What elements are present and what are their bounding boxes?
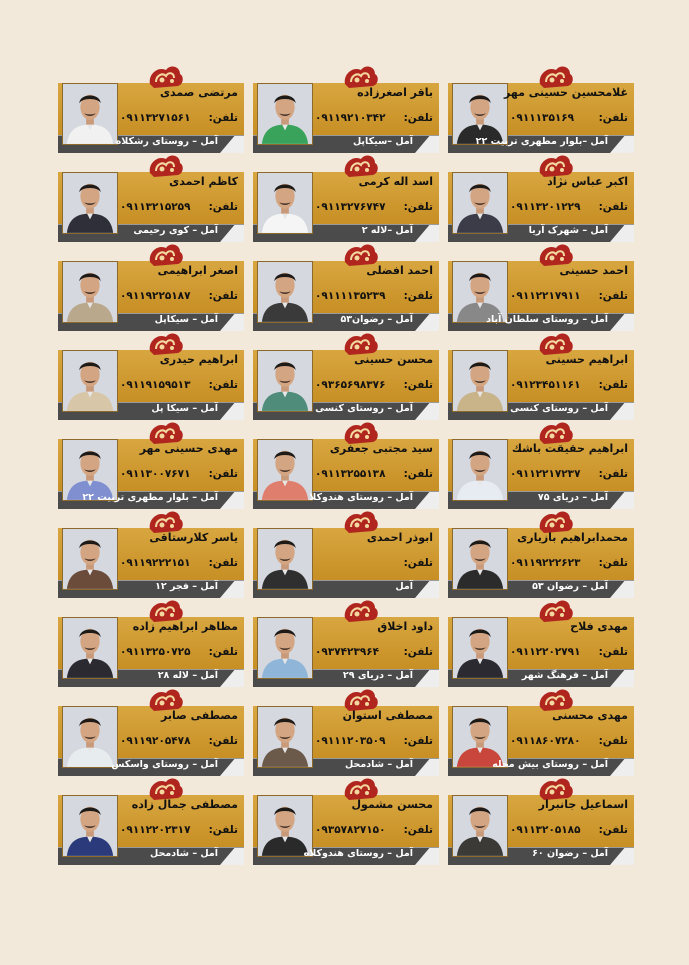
- phone-number: ۰۹۱۱۹۲۲۵۱۸۷: [120, 290, 191, 302]
- phone-number: ۰۹۱۱۱۳۵۱۶۹: [510, 112, 575, 124]
- phone-number: ۰۹۱۱۹۲۲۲۶۲۳: [510, 557, 581, 569]
- contact-card: [448, 238, 634, 326]
- phone-number: ۰۹۱۱۳۰۰۷۶۷۱: [120, 468, 191, 480]
- phone-label: تلفن:: [598, 646, 628, 658]
- phone-number: ۰۹۱۲۳۴۵۱۱۶۱: [510, 379, 581, 391]
- address-text: آمل – روستای کنسی: [510, 403, 608, 414]
- person-name: غلامحسین حسینی مهر: [504, 86, 628, 99]
- phone-label: تلفن:: [403, 468, 433, 480]
- person-name: کاظم احمدی: [169, 175, 238, 188]
- phone-label: تلفن:: [598, 379, 628, 391]
- phone-number: ۰۹۱۱۳۲۷۶۷۴۷: [315, 201, 386, 213]
- address-text: آمل – کوی رحیمی: [133, 225, 218, 236]
- address-text: آمل – بلوار مطهری تربیت ۲۲: [82, 492, 218, 503]
- person-name: ابراهیم حقیقت باشك: [511, 442, 628, 455]
- contact-card: [448, 772, 634, 860]
- contact-card: [253, 772, 439, 860]
- phone-number: ۰۹۱۱۳۲۷۱۵۶۱: [120, 112, 191, 124]
- address-text: آمل – روستای واسکس: [111, 759, 218, 770]
- person-name: اکبر عباس نژاد: [547, 175, 628, 188]
- person-name: مظاهر ابراهیم زاده: [132, 620, 238, 633]
- contact-card: [448, 683, 634, 771]
- address-text: آمل –بلوار مطهری تربیت ۲۲: [475, 136, 608, 147]
- contact-card: [58, 683, 244, 771]
- phone-label: تلفن:: [403, 290, 433, 302]
- phone-label: تلفن:: [598, 290, 628, 302]
- address-text: آمل – شادمحل: [345, 759, 413, 770]
- phone-label: تلفن:: [598, 557, 628, 569]
- phone-number: ۰۹۳۷۴۲۳۹۶۴: [315, 646, 380, 658]
- address-text: آمل – فجر ۱۲: [155, 581, 218, 592]
- address-text: آمل – روستای هندوکلاه: [303, 848, 413, 859]
- address-text: آمل – فرهنگ شهر: [521, 670, 608, 681]
- phone-label: تلفن:: [208, 557, 238, 569]
- address-text: آمل – دریای ۲۹: [342, 670, 413, 681]
- phone-number: ۰۹۳۵۷۸۲۷۱۵۰: [315, 824, 386, 836]
- phone-label: تلفن:: [598, 735, 628, 747]
- person-name: یاسر کلارستاقی: [149, 531, 238, 544]
- phone-number: ۰۹۱۱۲۲۰۲۷۹۱: [510, 646, 581, 658]
- address-text: آمل – سیکاپل: [154, 314, 218, 325]
- phone-label: تلفن:: [208, 824, 238, 836]
- person-name: محسن مشمول: [351, 798, 433, 811]
- phone-label: تلفن:: [208, 468, 238, 480]
- address-text: آمل – دریای ۷۵: [537, 492, 608, 503]
- contact-card: [58, 505, 244, 593]
- contact-card: [58, 327, 244, 415]
- contact-card: [58, 60, 244, 148]
- person-name: مهدی محسنی: [552, 709, 628, 722]
- contact-card: [448, 149, 634, 237]
- contact-card: [253, 416, 439, 504]
- contact-card: [58, 149, 244, 237]
- contact-card: [253, 238, 439, 326]
- contact-card: [448, 416, 634, 504]
- address-text: آمل – روستای کنسی: [315, 403, 413, 414]
- phone-label: تلفن:: [403, 557, 433, 569]
- phone-label: تلفن:: [403, 379, 433, 391]
- contact-card: [253, 149, 439, 237]
- person-name: احمد حسینی: [559, 264, 628, 277]
- address-text: آمل – شادمحل: [150, 848, 218, 859]
- phone-number: ۰۹۱۱۹۲۱۰۳۴۲: [315, 112, 386, 124]
- address-text: آمل – سیکا پل: [151, 403, 218, 414]
- address-text: آمل – رضوان۵۳: [340, 314, 413, 325]
- contact-card: [253, 327, 439, 415]
- phone-label: تلفن:: [403, 824, 433, 836]
- address-text: آمل – روستای رشکلاه: [115, 136, 218, 147]
- phone-label: تلفن:: [598, 468, 628, 480]
- address-text: آمل –لاله ۲: [361, 225, 413, 236]
- person-name: مصطفی استوان: [342, 709, 433, 722]
- phone-label: تلفن:: [208, 201, 238, 213]
- phone-number: ۰۹۱۱۲۲۱۷۲۳۷: [510, 468, 581, 480]
- person-name: مصطفی جمال زاده: [131, 798, 238, 811]
- contact-card: [448, 505, 634, 593]
- contact-grid: [58, 60, 634, 860]
- address-text: آمل –سیکاپل: [352, 136, 413, 147]
- phone-label: تلفن:: [208, 379, 238, 391]
- contact-card: [58, 416, 244, 504]
- phone-number: ۰۹۱۱۹۱۵۹۵۱۳: [120, 379, 191, 391]
- phone-number: ۰۹۱۱۹۲۰۵۴۷۸: [120, 735, 191, 747]
- phone-number: ۰۹۱۱۳۲۰۱۲۲۹: [510, 201, 581, 213]
- contact-card: [448, 60, 634, 148]
- person-name: ابراهیم حیدری: [159, 353, 238, 366]
- person-name: مرتضی صمدی: [159, 86, 238, 99]
- phone-number: ۰۹۳۶۵۶۹۸۳۷۶: [315, 379, 386, 391]
- phone-label: تلفن:: [208, 646, 238, 658]
- phone-label: تلفن:: [598, 201, 628, 213]
- phone-label: تلفن:: [403, 735, 433, 747]
- contact-card: [253, 505, 439, 593]
- phone-number: ۰۹۱۱۲۲۰۲۳۱۷: [120, 824, 191, 836]
- address-text: آمل – روستای سلطان آباد: [486, 314, 608, 325]
- contact-card: [448, 327, 634, 415]
- address-text: آمل – روستای بیش محله: [492, 759, 608, 770]
- phone-number: ۰۹۱۱۳۲۵۰۷۲۵: [120, 646, 191, 658]
- person-name: ابراهیم حسینی: [545, 353, 628, 366]
- address-text: آمل – روستای هندوکلا: [309, 492, 413, 503]
- address-text: آمل – رضوان ۵۳: [532, 581, 608, 592]
- contact-card: [448, 594, 634, 682]
- address-text: آمل: [395, 581, 413, 592]
- person-name: محسن حسینی: [354, 353, 433, 366]
- person-name: محمدابراهیم بازیاری: [517, 531, 628, 544]
- person-name: اصغر ابراهیمی: [157, 264, 238, 277]
- phone-number: ۰۹۱۱۳۲۵۵۱۳۸: [315, 468, 386, 480]
- phone-number: ۰۹۱۱۱۱۳۵۲۳۹: [315, 290, 386, 302]
- phone-label: تلفن:: [403, 112, 433, 124]
- address-text: آمل – شهرک آریا: [528, 225, 608, 236]
- address-text: آمل – رضوان ۶۰: [532, 848, 608, 859]
- person-name: احمد افضلی: [366, 264, 433, 277]
- contact-card: [58, 772, 244, 860]
- contact-card: [253, 594, 439, 682]
- person-name: داود اخلاق: [377, 620, 433, 633]
- phone-number: ۰۹۱۱۳۲۱۵۲۵۹: [120, 201, 191, 213]
- contact-card: [58, 238, 244, 326]
- contact-card: [253, 60, 439, 148]
- phone-number: ۰۹۱۱۱۲۰۳۵۰۹: [315, 735, 386, 747]
- contact-card: [58, 594, 244, 682]
- person-name: مصطفی صابر: [161, 709, 238, 722]
- person-name: مهدی فلاح: [570, 620, 628, 633]
- phone-number: ۰۹۱۱۹۲۲۲۱۵۱: [120, 557, 191, 569]
- contact-card: [253, 683, 439, 771]
- phone-number: ۰۹۱۱۳۲۰۵۱۸۵: [510, 824, 581, 836]
- address-text: آمل – لاله ۲۸: [157, 670, 218, 681]
- person-name: اسماعیل جانبرار: [538, 798, 628, 811]
- person-name: سید مجتبی جعفری: [329, 442, 433, 455]
- phone-label: تلفن:: [208, 735, 238, 747]
- phone-label: تلفن:: [403, 201, 433, 213]
- phone-label: تلفن:: [208, 112, 238, 124]
- phone-label: تلفن:: [598, 112, 628, 124]
- person-name: مهدی حسینی مهر: [139, 442, 238, 455]
- phone-label: تلفن:: [403, 646, 433, 658]
- phone-number: ۰۹۱۱۸۶۰۷۲۸۰: [510, 735, 581, 747]
- person-name: ابوذر احمدی: [366, 531, 433, 544]
- person-name: باقر اصغرزاده: [357, 86, 433, 99]
- phone-label: تلفن:: [598, 824, 628, 836]
- person-name: اسد اله کرمی: [358, 175, 433, 188]
- phone-label: تلفن:: [208, 290, 238, 302]
- phone-number: ۰۹۱۱۲۲۱۷۹۱۱: [510, 290, 581, 302]
